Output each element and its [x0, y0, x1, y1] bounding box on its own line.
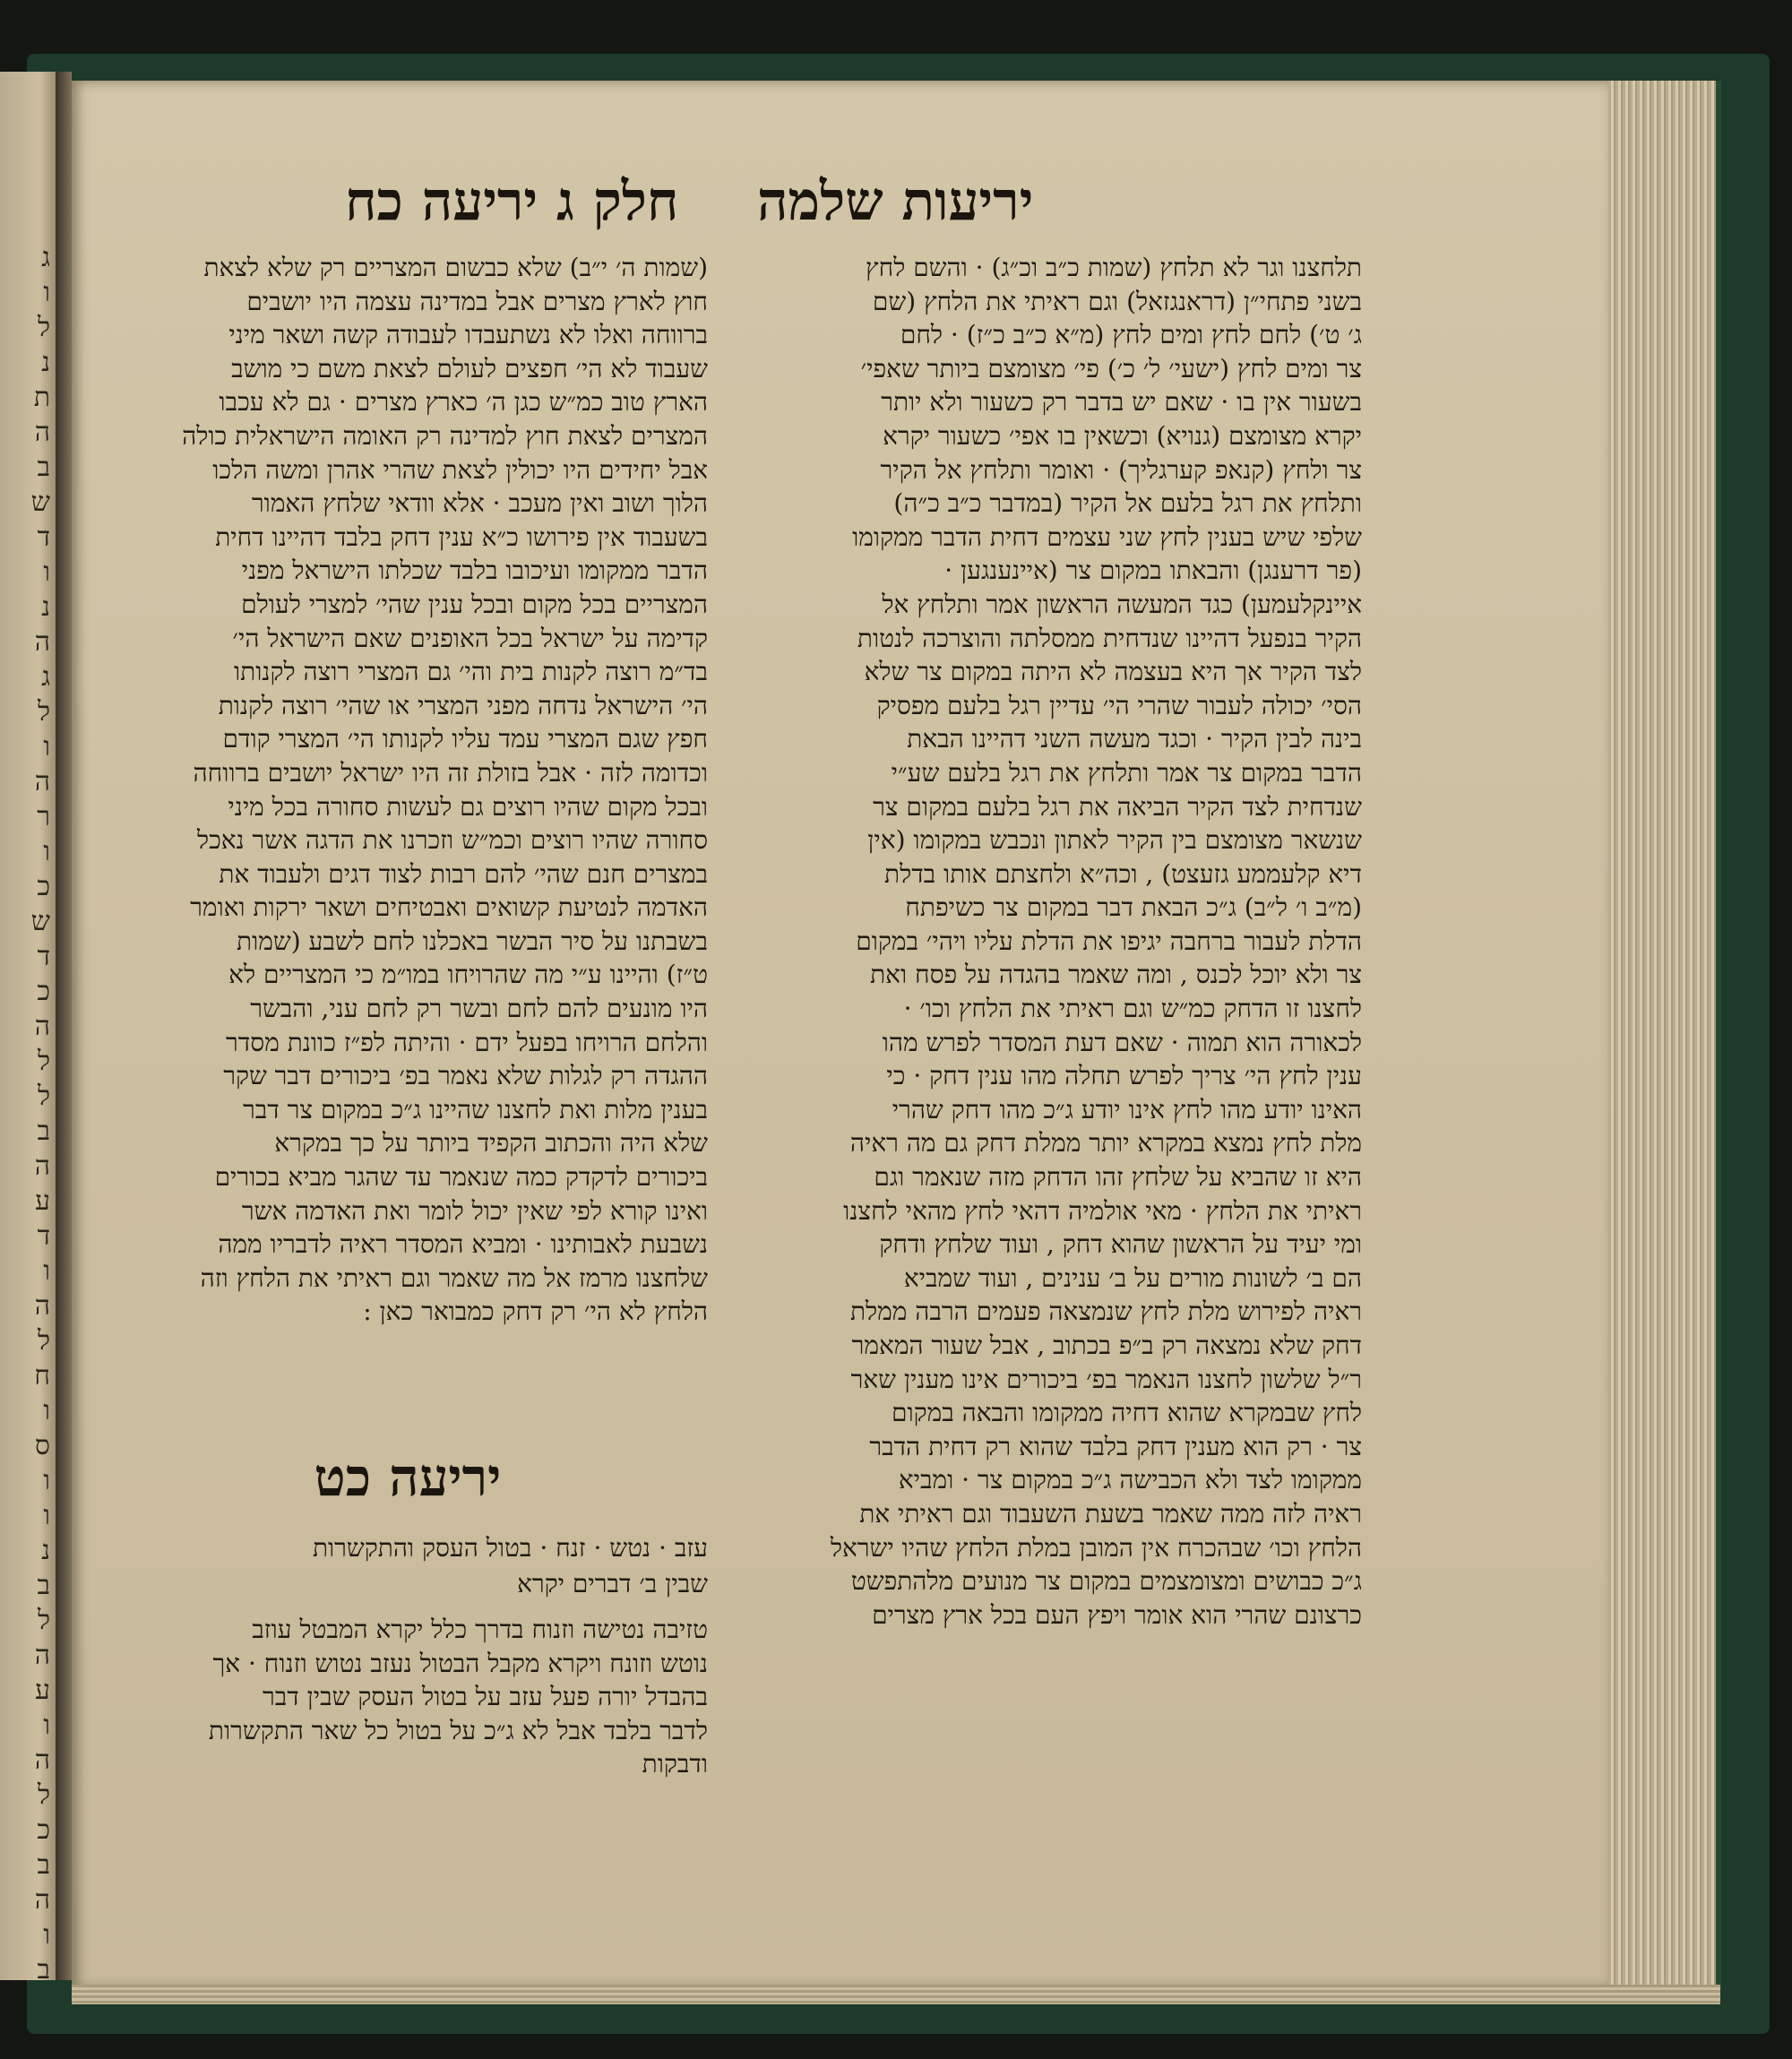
text-line: וכדומה לזה · אבל בזולת זה היו ישראל יושבים ברווחה — [193, 757, 708, 788]
subtitle-line: עזב · נטש · זנח · בטול העסק והתקשרות — [312, 1533, 708, 1563]
text-line: בשני פתחי״ן (דראנגזאל) וגם ראיתי את הלחץ (שם — [872, 286, 1362, 316]
facing-page-letter: ג — [41, 661, 50, 693]
text-line: במצרים חנם שהי׳ להם רבות לצוד דגים ולעבוד את — [219, 858, 708, 889]
text-line: בינה לבין הקיר · וכגד מעשה השני דהיינו הבאת — [907, 724, 1362, 754]
text-line: והלחם הרויחו בפעל ידם · והיתה לפ״ז כוונת מסדר — [226, 1027, 708, 1057]
text-line: לחץ שבמקרא שהוא דחיה ממקומו והבאה במקום — [892, 1398, 1362, 1428]
text-line: אבל יחידים היו יכולין לצאת שהרי אהרן ומשה הלכו — [212, 454, 708, 485]
text-line: הדבר ממקומו ועיכובו בלבד שכלתו הישראל מפני — [241, 556, 708, 586]
text-line: ענין לחץ הי׳ צריך לפרש תחלה מהו ענין דחק · כי — [886, 1061, 1362, 1091]
text-line: נשבעת לאבותינו · ומביא המסדר ראיה לדבריו ממה — [218, 1229, 708, 1260]
facing-page-letter: ר — [37, 801, 50, 832]
subtitle-line: שבין ב׳ דברים יקרא — [517, 1569, 708, 1598]
facing-page-letter: נ — [41, 591, 50, 623]
section-title: יריעה כט — [314, 1447, 502, 1508]
page-edges-bottom — [72, 1985, 1720, 2004]
facing-page-letter: ב — [37, 1116, 50, 1147]
text-line: ובכל מקום שהיו רוצים גם לעשות סחורה בכל מיני — [228, 791, 708, 822]
text-line: יקרא מצומצם (גנויא) וכשאין בו אפי׳ כשעור יקרא — [883, 420, 1362, 451]
facing-page-letter: ע — [35, 1675, 50, 1706]
text-line: שלפי שיש בענין לחץ שני עצמים דחית הדבר ממקומו — [852, 521, 1362, 552]
facing-page-letter: ע — [35, 1185, 50, 1217]
text-line: ודבקות — [642, 1749, 708, 1779]
text-line: בשבתנו על סיר הבשר באכלנו לחם לשבע (שמות — [237, 926, 708, 956]
text-line: בשעבוד אין פירושו כ״א ענין דחק בלבד דהיינו דחית — [215, 521, 708, 552]
facing-page-letter: ה — [34, 626, 50, 658]
text-line: צר ומים לחץ (ישעי׳ ל׳ כ׳) פי׳ מצומצם ביותר שאפי׳ — [860, 353, 1362, 383]
facing-page-letter: ה — [34, 1011, 50, 1042]
facing-page-letter: ו — [43, 1919, 50, 1951]
facing-page-letter: ד — [37, 521, 50, 553]
text-line: לדבר בלבד אבל לא ג״כ על בטול כל שאר התקשרות — [208, 1715, 708, 1745]
text-line: שלא היה והכתוב הקפיד ביותר על כך במקרא — [274, 1128, 708, 1159]
section-subtitle — [108, 1530, 708, 1602]
text-line: טזיבה נטישה וזנוח בדרך כלל יקרא המבטל עוזב — [252, 1615, 708, 1644]
text-line: ר״ל שלשון לחצנו הנאמר בפ׳ ביכורים אינו מענין שאר — [850, 1364, 1362, 1394]
text-line: האדמה לנטיעת קשואים ואבטיחים ושאר ירקות ואומר — [190, 892, 708, 923]
facing-page-letter: ה — [34, 417, 50, 448]
running-header-right: יריעות שלמה — [757, 170, 1034, 233]
text-line: היא זו שהביא על שלחץ זהו הדחק מזה שנאמר וגם — [874, 1162, 1362, 1193]
facing-page-letter: ו — [43, 1500, 50, 1531]
text-line: ג׳ ט׳) לחם לחץ ומים לחץ (מ״א כ״ב כ״ז) · לחם — [900, 320, 1362, 350]
text-line: הי׳ הישראל נדחה מפני המצרי או שהי׳ רוצה לקנות — [218, 690, 708, 720]
section-body — [108, 1613, 708, 1781]
text-line: דחק שלא נמצאה רק ב״פ בכתוב , אבל שעור המאמר — [851, 1331, 1362, 1360]
text-line: ט״ז) והיינו ע״י מה שהרויחו במו״מ כי המצריים לא — [228, 960, 708, 990]
facing-page-letter: כ — [37, 1814, 50, 1846]
text-line: שנשאר מצומצם בין הקיר לאתון ונכבש במקומו (אין — [867, 825, 1362, 856]
facing-page-letter: ו — [43, 556, 50, 588]
text-line: הארץ טוב כמ״ש כגן ה׳ כארץ מצרים · גם לא עכבו — [219, 387, 708, 418]
text-line: שעבוד לא הי׳ חפצים לעולם לצאת משם כי מושב — [231, 353, 708, 383]
text-line: בשעור אין בו · שאם יש בדבר רק כשעור ולא יותר — [881, 387, 1362, 418]
text-line: ראיה לפירוש מלת לחץ שנמצאה פעמים הרבה ממלת — [849, 1297, 1362, 1327]
text-line: בענין מלות ואת לחצנו שהיינו ג״כ במקום צר דבר — [242, 1094, 708, 1124]
facing-page-letter: נ — [41, 347, 50, 378]
right-column — [757, 251, 1362, 1632]
text-line: ומי יעיד על הראשון שהוא דחק , ועוד שלחץ ודחק — [879, 1229, 1362, 1260]
text-line: נוטש וזונח ויקרא מקבל הבטול נעזב נטוש וזנוח · אך — [212, 1648, 708, 1678]
facing-page-letter: ל — [37, 312, 50, 343]
facing-page-letter: ל — [37, 1605, 50, 1636]
text-line: צר · רק הוא מענין דחק בלבד שהוא רק דחית הדבר — [869, 1431, 1362, 1461]
facing-page-letter: נ — [41, 1535, 50, 1566]
facing-page-letter: ו — [43, 836, 50, 867]
text-line: לחצנו זו הדחק כמ״ש וגם ראיתי את הלחץ וכו׳ · — [903, 994, 1362, 1024]
text-line: קדימה על ישראל בכל האופנים שאם הישראל הי׳ — [232, 623, 708, 653]
facing-page-letter: ב — [37, 452, 50, 483]
facing-page-letter: ו — [43, 1710, 50, 1741]
text-line: ברווחה ואלו לא נשתעבדו לעבודה קשה ושאר מיני — [228, 320, 708, 350]
running-header-left: חלק ג יריעה כח — [345, 170, 679, 233]
facing-page-letter: ל — [37, 1081, 50, 1112]
facing-page-letter: ב — [37, 1570, 50, 1601]
text-line: האינו יודע מהו לחץ אינו יודע ג״כ מהו דחק שהרי — [892, 1094, 1362, 1124]
text-line: הקיר בנפעל דהיינו שנדחית ממסלתה והוצרכה לנטות — [857, 623, 1362, 653]
facing-page-letter: ג — [41, 242, 50, 273]
facing-page-letter: ד — [37, 1220, 50, 1252]
facing-page-letter: ש — [30, 906, 50, 937]
text-line: ראיתי את הלחץ · מאי אולמיה דהאי לחץ מהאי לחצנו — [843, 1195, 1362, 1226]
facing-page-letter: ו — [43, 1395, 50, 1426]
text-line: שנדחית לצד הקיר הביאה את רגל בלעם במקום צר — [873, 791, 1362, 822]
text-line: חפץ שגם המצרי עמד עליו לקנותו הי׳ המצרי קודם — [222, 724, 708, 754]
text-line: איינקלעמען) כגד המעשה הראשון אמר ותלחץ אל — [882, 589, 1362, 619]
text-line: ממקומו לצד ולא הכבישה ג״כ במקום צר · ומביא — [898, 1465, 1362, 1495]
facing-page-letter: ס — [34, 1430, 50, 1461]
text-line: ותלחץ את רגל בלעם אל הקיר (במדבר כ״ב כ״ה) — [893, 488, 1362, 519]
text-line: מלת לחץ נמצא במקרא יותר ממלת דחק גם מה ראיה — [849, 1128, 1362, 1159]
facing-page-letter: כ — [37, 871, 50, 902]
facing-page-letter: ה — [34, 1884, 50, 1916]
facing-page-letter: ל — [37, 1779, 50, 1811]
facing-page-letter: ה — [34, 1150, 50, 1182]
text-line: ביכורים לדקדק כמה שנאמר עד שהגר מביא בכורים — [214, 1162, 708, 1193]
text-line: כרצונם שהרי הוא אומר ויפץ העם בכל ארץ מצרים — [872, 1599, 1362, 1630]
text-line: הלחץ לא הי׳ רק דחק כמבואר כאן : — [363, 1297, 708, 1327]
facing-page-letter: ח — [34, 1360, 50, 1391]
text-line: לכאורה הוא תמוה · שאם דעת המסדר לפרש מהו — [882, 1027, 1362, 1057]
text-line: הם ב׳ לשונות מורים על ב׳ ענינים , ועוד שמביא — [903, 1262, 1362, 1293]
facing-page-letter: ו — [43, 1465, 50, 1496]
text-line: תלחצנו וגר לא תלחץ (שמות כ״ב וכ״ג) · והשם לחץ — [866, 253, 1362, 282]
text-line: בהבדל יורה פעל עזב על בטול העסק שבין דבר — [263, 1682, 708, 1712]
facing-page-letter: ל — [37, 1325, 50, 1357]
text-line: דיא קלעממע גזעצט) , וכה״א ולחצתם אותו בדלת — [884, 858, 1362, 889]
text-line: (פר דרענגן) והבאתו במקום צר (איינענגען · — [944, 556, 1362, 586]
page-edges — [1608, 81, 1721, 1989]
facing-page-letter: ה — [34, 1640, 50, 1671]
facing-page-letter: ה — [34, 1290, 50, 1322]
facing-page-letter: ת — [33, 382, 50, 413]
facing-page-letter: ד — [37, 941, 50, 972]
text-line: הלחץ וכו׳ שבהכרח אין המובן במלת הלחץ שהיו ישראל — [830, 1532, 1362, 1563]
text-line: צר ולחץ (קנאפ קערגליך) · ואומר ותלחץ אל הקיר — [880, 454, 1362, 485]
text-line: המצריים בכל מקום ובכל ענין שהי׳ למצרי לעולם — [241, 589, 708, 619]
left-column — [108, 251, 708, 1329]
facing-page-letter: ש — [30, 487, 50, 518]
text-line: ואינו קורא לפי שאין יכול לומר ואת האדמה אשר — [241, 1195, 708, 1226]
text-line: שלחצנו מרמז אל מה שאמר וגם ראיתי את הלחץ וזה — [200, 1262, 708, 1293]
facing-page-letter: ה — [34, 1745, 50, 1776]
facing-page-letter: כ — [37, 976, 50, 1007]
text-line: חוץ לארץ מצרים אבל במדינה עצמה היו יושבים — [246, 286, 708, 316]
gutter — [56, 72, 72, 1980]
facing-page-letter: ו — [43, 277, 50, 308]
facing-page-letter: ו — [43, 731, 50, 762]
text-line: ג״כ כבושים ומצומצמים במקום צר מנועים מלהתפשט — [850, 1566, 1362, 1597]
text-line: הדלת לעבור ברחבה יגיפו את הדלת עליו ויהי׳ במקום — [856, 926, 1362, 956]
text-line: סחורה שהיו רוצים וכמ״ש וזכרנו את הדגה אשר נאכל — [196, 825, 708, 856]
text-line: הלוך ושוב ואין מעכב · אלא וודאי שלחץ האמור — [251, 488, 708, 519]
text-line: לצד הקיר אך היא בעצמה לא היתה במקום צר שלא — [864, 657, 1362, 687]
text-line: המצרים לצאת חוץ למדינה רק האומה הישראלית כולה — [182, 420, 708, 451]
facing-page-letter: ל — [37, 696, 50, 728]
text-line: בד״מ רוצה לקנות בית והי׳ גם המצרי רוצה לקנותו — [234, 657, 708, 687]
facing-page-letter: ב — [37, 1954, 50, 1980]
facing-page-letter: ה — [34, 766, 50, 797]
facing-page-edge — [0, 72, 56, 1980]
text-line: ההגדה רק לגלות שלא נאמר בפ׳ ביכורים דבר שקר — [223, 1061, 708, 1091]
text-line: הסי׳ יכולה לעבור שהרי הי׳ עדיין רגל בלעם מפסיק — [876, 690, 1362, 720]
text-line: ראיה לזה ממה שאמר בשעת השעבוד וגם ראיתי את — [859, 1498, 1362, 1529]
facing-page-letter: ו — [43, 1255, 50, 1287]
text-line: (שמות ה׳ י״ב) שלא כבשום המצריים רק שלא לצאת — [203, 253, 708, 282]
text-line: היו מונעים להם לחם ובשר רק לחם עני, והבשר — [250, 994, 708, 1024]
facing-page-letter: ב — [37, 1849, 50, 1881]
text-line: (מ״ב ו׳ ל״ב) ג״כ הבאת דבר במקום צר כשיפתח — [905, 892, 1362, 923]
facing-page-letter: ל — [37, 1046, 50, 1077]
text-line: הדבר במקום צר אמר ותלחץ את רגל בלעם שע״י — [891, 757, 1362, 788]
text-line: צר ולא יוכל לכנס , ומה שאמר בהגדה על פסח ואת — [870, 960, 1362, 990]
